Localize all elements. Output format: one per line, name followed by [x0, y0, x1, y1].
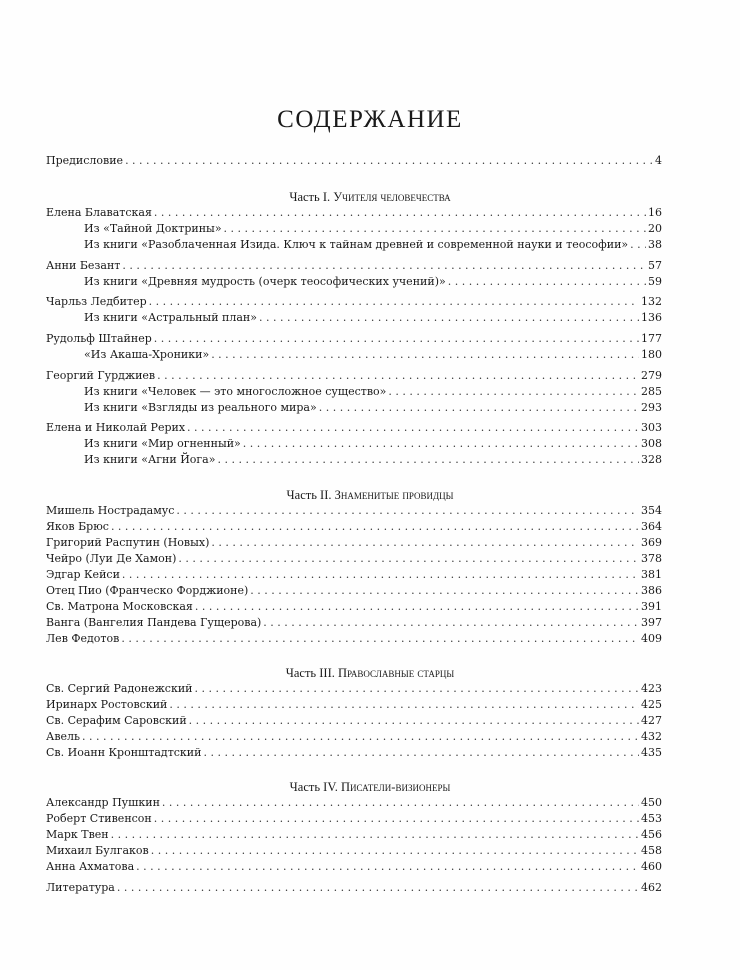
- leader-dots: [157, 368, 639, 384]
- toc-entry[interactable]: [46, 567, 662, 583]
- leader-dots: [169, 697, 639, 713]
- toc-entry-page: 432: [641, 730, 662, 743]
- toc-entry-title: «Из Акаша-Хроники»: [84, 348, 210, 361]
- toc-entry-title: Елена Блаватская: [46, 206, 152, 219]
- toc-entry[interactable]: [46, 631, 662, 647]
- toc-entry[interactable]: [46, 729, 662, 745]
- leader-dots: [217, 452, 639, 468]
- toc-subentry[interactable]: [84, 400, 662, 416]
- toc-subentry[interactable]: [84, 237, 662, 253]
- toc-entry-title: Св. Иоанн Кронштадтский: [46, 746, 202, 759]
- toc-entry-title: Литература: [46, 881, 115, 894]
- toc-entry-page: 16: [648, 206, 662, 219]
- toc-entry[interactable]: [46, 258, 662, 274]
- toc-entry-page: 450: [641, 796, 662, 809]
- toc-subentry[interactable]: [84, 310, 662, 326]
- leader-dots: [448, 274, 646, 290]
- toc-entry-page: 381: [641, 568, 662, 581]
- part-name: Учителя человечества: [333, 190, 451, 204]
- toc-entry[interactable]: [46, 503, 662, 519]
- leader-dots: [319, 400, 639, 416]
- leader-dots: [178, 551, 639, 567]
- toc-entry-title: Св. Сергий Радонежский: [46, 682, 193, 695]
- toc-subentry[interactable]: [84, 274, 662, 290]
- toc-entry[interactable]: [46, 811, 662, 827]
- toc-entry-page: 378: [641, 552, 662, 565]
- toc-entry-title: Григорий Распутин (Новых): [46, 536, 210, 549]
- toc-entry-page: 136: [641, 311, 662, 324]
- toc-entry-title: Из книги «Мир огненный»: [84, 437, 241, 450]
- part-label: Часть IV.: [289, 780, 338, 794]
- toc-entry-page: 285: [641, 385, 662, 398]
- toc-entry-title: Из «Тайной Доктрины»: [84, 222, 222, 235]
- leader-dots: [263, 615, 639, 631]
- toc-entry-title: Из книги «Древняя мудрость (очерк теософических учений)»: [84, 275, 446, 288]
- part-heading: [0, 487, 740, 503]
- toc-entry-title: Из книги «Агни Йога»: [84, 453, 216, 466]
- toc-entry-title: Из книги «Разоблаченная Изида. Ключ к тайнам древней и современной науки и теософии»: [84, 238, 629, 251]
- leader-dots: [111, 827, 639, 843]
- toc-entry-page: 458: [641, 844, 662, 857]
- toc-subentry[interactable]: [84, 384, 662, 400]
- toc-entry-title: Иринарх Ростовский: [46, 698, 168, 711]
- leader-dots: [259, 310, 639, 326]
- toc-entry[interactable]: [46, 697, 662, 713]
- toc-entry-page: 427: [641, 714, 662, 727]
- leader-dots: [151, 843, 639, 859]
- toc-entry[interactable]: [46, 745, 662, 761]
- toc-entry-title: Яков Брюс: [46, 520, 109, 533]
- toc-entry-page: 369: [641, 536, 662, 549]
- toc-entry-page: 132: [641, 295, 662, 308]
- toc-entry[interactable]: [46, 713, 662, 729]
- toc-subentry[interactable]: [84, 347, 662, 363]
- toc-entry-title: Георгий Гурджиев: [46, 369, 156, 382]
- toc-entry-page: 303: [641, 421, 662, 434]
- leader-dots: [121, 631, 639, 647]
- toc-entry-title: Анни Безант: [46, 259, 121, 272]
- toc-entry-page: 453: [641, 812, 662, 825]
- part-label: Часть III.: [285, 666, 335, 680]
- toc-entry[interactable]: [46, 827, 662, 843]
- toc-entry-title: Эдгар Кейси: [46, 568, 120, 581]
- toc-entry[interactable]: [46, 420, 662, 436]
- toc-entry-title: Рудольф Штайнер: [46, 332, 152, 345]
- toc-subentry[interactable]: [84, 221, 662, 237]
- leader-dots: [211, 347, 639, 363]
- toc-entry[interactable]: [46, 368, 662, 384]
- leader-dots: [203, 745, 639, 761]
- leader-dots: [187, 420, 639, 436]
- toc-entry[interactable]: [46, 519, 662, 535]
- part-name: Писатели-визионеры: [341, 780, 451, 794]
- toc-entry-page: 397: [641, 616, 662, 629]
- leader-dots: [154, 331, 639, 347]
- leader-dots: [243, 436, 639, 452]
- toc-entry-title: Анна Ахматова: [46, 860, 135, 873]
- toc-entry-page: 293: [641, 401, 662, 414]
- toc-entry-page: 57: [648, 259, 662, 272]
- toc-entry-title: Авель: [46, 730, 81, 743]
- toc-entry-page: 59: [648, 275, 662, 288]
- toc-entry-page: 38: [648, 238, 662, 251]
- toc-entry-title: Из книги «Астральный план»: [84, 311, 257, 324]
- toc-entry-page: 328: [641, 453, 662, 466]
- toc-entry[interactable]: [46, 583, 662, 599]
- leader-dots: [149, 294, 639, 310]
- toc-entry-page: 354: [641, 504, 662, 517]
- leader-dots: [211, 535, 639, 551]
- toc-entry-title: Ванга (Вангелия Пандева Гущерова): [46, 616, 262, 629]
- toc-entry-page: 460: [641, 860, 662, 873]
- leader-dots: [189, 713, 639, 729]
- toc-entry-title: Марк Твен: [46, 828, 109, 841]
- toc-entry-title: Михаил Булгаков: [46, 844, 149, 857]
- leader-dots: [224, 221, 646, 237]
- toc-subentry[interactable]: [84, 436, 662, 452]
- page-title: СОДЕРЖАНИЕ: [277, 106, 463, 133]
- leader-dots: [195, 599, 639, 615]
- toc-entry[interactable]: [46, 615, 662, 631]
- part-heading: [0, 779, 740, 795]
- leader-dots: [122, 567, 639, 583]
- toc-entry[interactable]: [46, 599, 662, 615]
- toc-entry-title: Отец Пио (Франческо Форджионе): [46, 584, 249, 597]
- leader-dots: [122, 258, 646, 274]
- toc-entry-preface[interactable]: [46, 153, 662, 169]
- toc-entry-title: Роберт Стивенсон: [46, 812, 152, 825]
- toc-entry-page: 364: [641, 520, 662, 533]
- toc-subentry[interactable]: [84, 452, 662, 468]
- toc-entry-literature[interactable]: [46, 880, 662, 896]
- toc-entry-title: Александр Пушкин: [46, 796, 160, 809]
- toc-entry-page: 409: [641, 632, 662, 645]
- toc-entry[interactable]: [46, 294, 662, 310]
- part-heading: [0, 665, 740, 681]
- leader-dots: [162, 795, 639, 811]
- toc-entry-title: Св. Матрона Московская: [46, 600, 193, 613]
- toc-entry[interactable]: [46, 681, 662, 697]
- part-heading: [0, 189, 740, 205]
- toc-entry-page: 391: [641, 600, 662, 613]
- part-name: Знаменитые провидцы: [334, 488, 454, 502]
- toc-entry-title: Мишель Нострадамус: [46, 504, 175, 517]
- leader-dots: [388, 384, 639, 400]
- leader-dots: [117, 880, 639, 896]
- toc-entry-page: 308: [641, 437, 662, 450]
- toc-entry-title: Из книги «Взгляды из реального мира»: [84, 401, 317, 414]
- toc-entry-title: Из книги «Человек — это многосложное существо»: [84, 385, 387, 398]
- toc-entry-title: Елена и Николай Рерих: [46, 421, 186, 434]
- leader-dots: [136, 859, 639, 875]
- toc-entry-page: 386: [641, 584, 662, 597]
- toc-entry[interactable]: [46, 859, 662, 875]
- toc-entry-page: 4: [655, 154, 662, 167]
- toc-entry-title: Лев Федотов: [46, 632, 120, 645]
- toc-entry-title: Чарльз Ледбитер: [46, 295, 147, 308]
- toc-entry[interactable]: [46, 843, 662, 859]
- toc-entry-page: 462: [641, 881, 662, 894]
- toc-entry-page: 435: [641, 746, 662, 759]
- leader-dots: [195, 681, 639, 697]
- leader-dots: [125, 153, 653, 169]
- leader-dots: [111, 519, 639, 535]
- part-name: Православные старцы: [337, 666, 455, 680]
- toc-entry[interactable]: [46, 535, 662, 551]
- toc-entry-page: 279: [641, 369, 662, 382]
- leader-dots: [82, 729, 639, 745]
- toc-entry-page: 425: [641, 698, 662, 711]
- leader-dots: [176, 503, 639, 519]
- leader-dots: [630, 237, 646, 253]
- toc-entry-page: 423: [641, 682, 662, 695]
- toc-entry-page: 20: [648, 222, 662, 235]
- toc-entry-page: 180: [641, 348, 662, 361]
- toc-entry[interactable]: [46, 795, 662, 811]
- toc-entry[interactable]: [46, 331, 662, 347]
- leader-dots: [154, 811, 639, 827]
- toc-entry-page: 456: [641, 828, 662, 841]
- leader-dots: [250, 583, 639, 599]
- toc-entry-title: Св. Серафим Саровский: [46, 714, 187, 727]
- part-label: Часть II.: [286, 488, 332, 502]
- toc-entry-title: Чейро (Луи Де Хамон): [46, 552, 177, 565]
- toc-entry-title: Предисловие: [46, 154, 124, 167]
- leader-dots: [154, 205, 646, 221]
- toc-entry[interactable]: [46, 205, 662, 221]
- toc-entry[interactable]: [46, 551, 662, 567]
- toc-entry-page: 177: [641, 332, 662, 345]
- part-label: Часть I.: [289, 190, 331, 204]
